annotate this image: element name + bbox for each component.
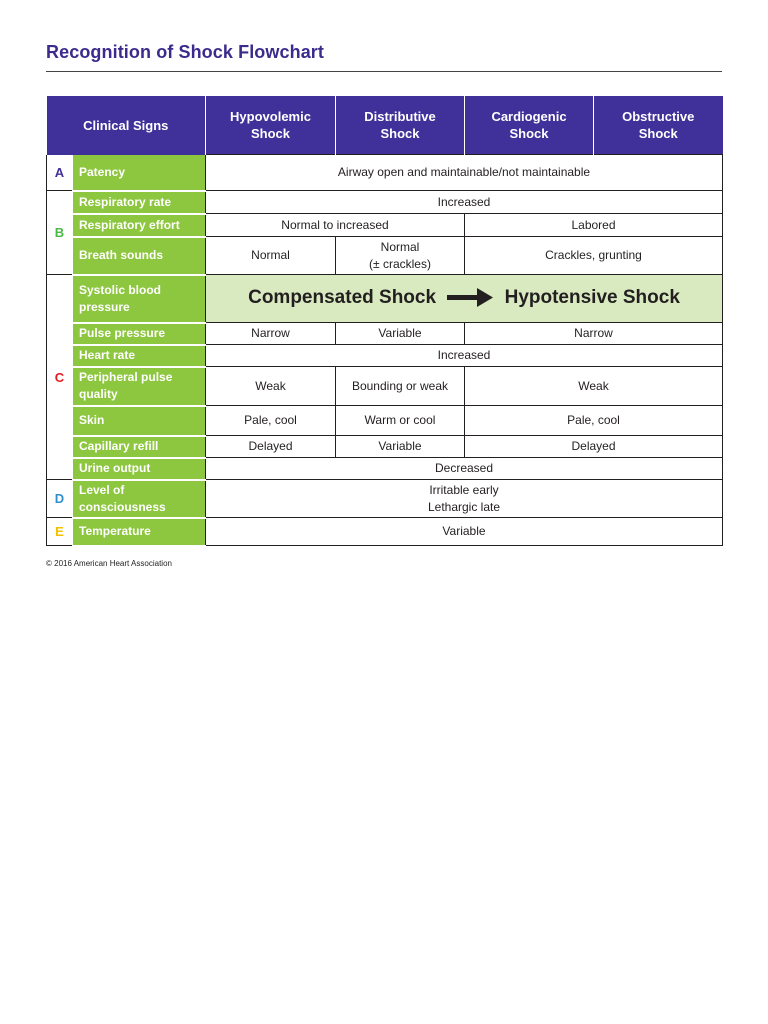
sign-urine-output: Urine output <box>73 458 206 480</box>
row-capillary-refill <box>47 436 723 458</box>
value-breath-distributive: Normal (± crackles) <box>336 237 465 275</box>
value-skin-right: Pale, cool <box>465 406 723 436</box>
shock-progression <box>206 275 723 323</box>
copyright-notice: © 2016 American Heart Association <box>46 559 172 568</box>
row-skin <box>47 406 723 436</box>
value-level-of-consciousness: Irritable early Lethargic late <box>206 480 723 518</box>
row-patency <box>47 155 723 191</box>
sign-breath-sounds: Breath sounds <box>73 237 206 275</box>
value-urine-output: Decreased <box>206 458 723 480</box>
sign-peripheral-pulse: Peripheral pulse quality <box>73 367 206 406</box>
value-skin-hypovolemic: Pale, cool <box>206 406 336 436</box>
value-respiratory-rate: Increased <box>206 191 723 214</box>
row-breath-sounds <box>47 237 723 275</box>
value-temperature: Variable <box>206 518 723 546</box>
value-cap-hypovolemic: Delayed <box>206 436 336 458</box>
value-heart-rate: Increased <box>206 345 723 367</box>
sign-level-of-consciousness: Level of consciousness <box>73 480 206 518</box>
header-clinical-signs: Clinical Signs <box>47 96 206 155</box>
value-cap-right: Delayed <box>465 436 723 458</box>
row-heart-rate <box>47 345 723 367</box>
value-respiratory-effort-left: Normal to increased <box>206 214 465 237</box>
value-pulse-distributive: Variable <box>336 323 465 345</box>
header-distributive: Distributive Shock <box>336 96 465 155</box>
value-respiratory-effort-right: Labored <box>465 214 723 237</box>
letter-b: B <box>47 191 73 275</box>
row-level-of-consciousness <box>47 480 723 518</box>
letter-c: C <box>47 275 73 480</box>
value-peripheral-hypovolemic: Weak <box>206 367 336 406</box>
sign-patency: Patency <box>73 155 206 191</box>
value-cap-distributive: Variable <box>336 436 465 458</box>
letter-a: A <box>47 155 73 191</box>
row-peripheral-pulse <box>47 367 723 406</box>
letter-d: D <box>47 480 73 518</box>
sign-heart-rate: Heart rate <box>73 345 206 367</box>
page-title: Recognition of Shock Flowchart <box>46 42 325 62</box>
value-breath-right: Crackles, grunting <box>465 237 723 275</box>
row-respiratory-rate <box>47 191 723 214</box>
arrow-right-icon <box>447 287 493 309</box>
shock-table <box>46 96 723 547</box>
hypotensive-shock-label: Hypotensive Shock <box>504 287 680 309</box>
value-peripheral-right: Weak <box>465 367 723 406</box>
title-divider <box>46 71 722 72</box>
compensated-shock-label: Compensated Shock <box>248 287 437 309</box>
value-pulse-right: Narrow <box>465 323 723 345</box>
value-skin-distributive: Warm or cool <box>336 406 465 436</box>
sign-pulse-pressure: Pulse pressure <box>73 323 206 345</box>
value-peripheral-distributive: Bounding or weak <box>336 367 465 406</box>
sign-systolic-bp: Systolic blood pressure <box>73 275 206 323</box>
sign-respiratory-effort: Respiratory effort <box>73 214 206 237</box>
row-temperature <box>47 518 723 546</box>
sign-respiratory-rate: Respiratory rate <box>73 191 206 214</box>
letter-e: E <box>47 518 73 546</box>
sign-temperature: Temperature <box>73 518 206 546</box>
value-patency: Airway open and maintainable/not maintainable <box>206 155 723 191</box>
row-respiratory-effort <box>47 214 723 237</box>
header-hypovolemic: Hypovolemic Shock <box>206 96 336 155</box>
value-breath-hypovolemic: Normal <box>206 237 336 275</box>
sign-skin: Skin <box>73 406 206 436</box>
header-obstructive: Obstructive Shock <box>594 96 723 155</box>
row-pulse-pressure <box>47 323 723 345</box>
row-systolic-bp <box>47 275 723 323</box>
header-cardiogenic: Cardiogenic Shock <box>465 96 594 155</box>
sign-capillary-refill: Capillary refill <box>73 436 206 458</box>
header-row <box>47 96 723 155</box>
value-pulse-hypovolemic: Narrow <box>206 323 336 345</box>
row-urine-output <box>47 458 723 480</box>
